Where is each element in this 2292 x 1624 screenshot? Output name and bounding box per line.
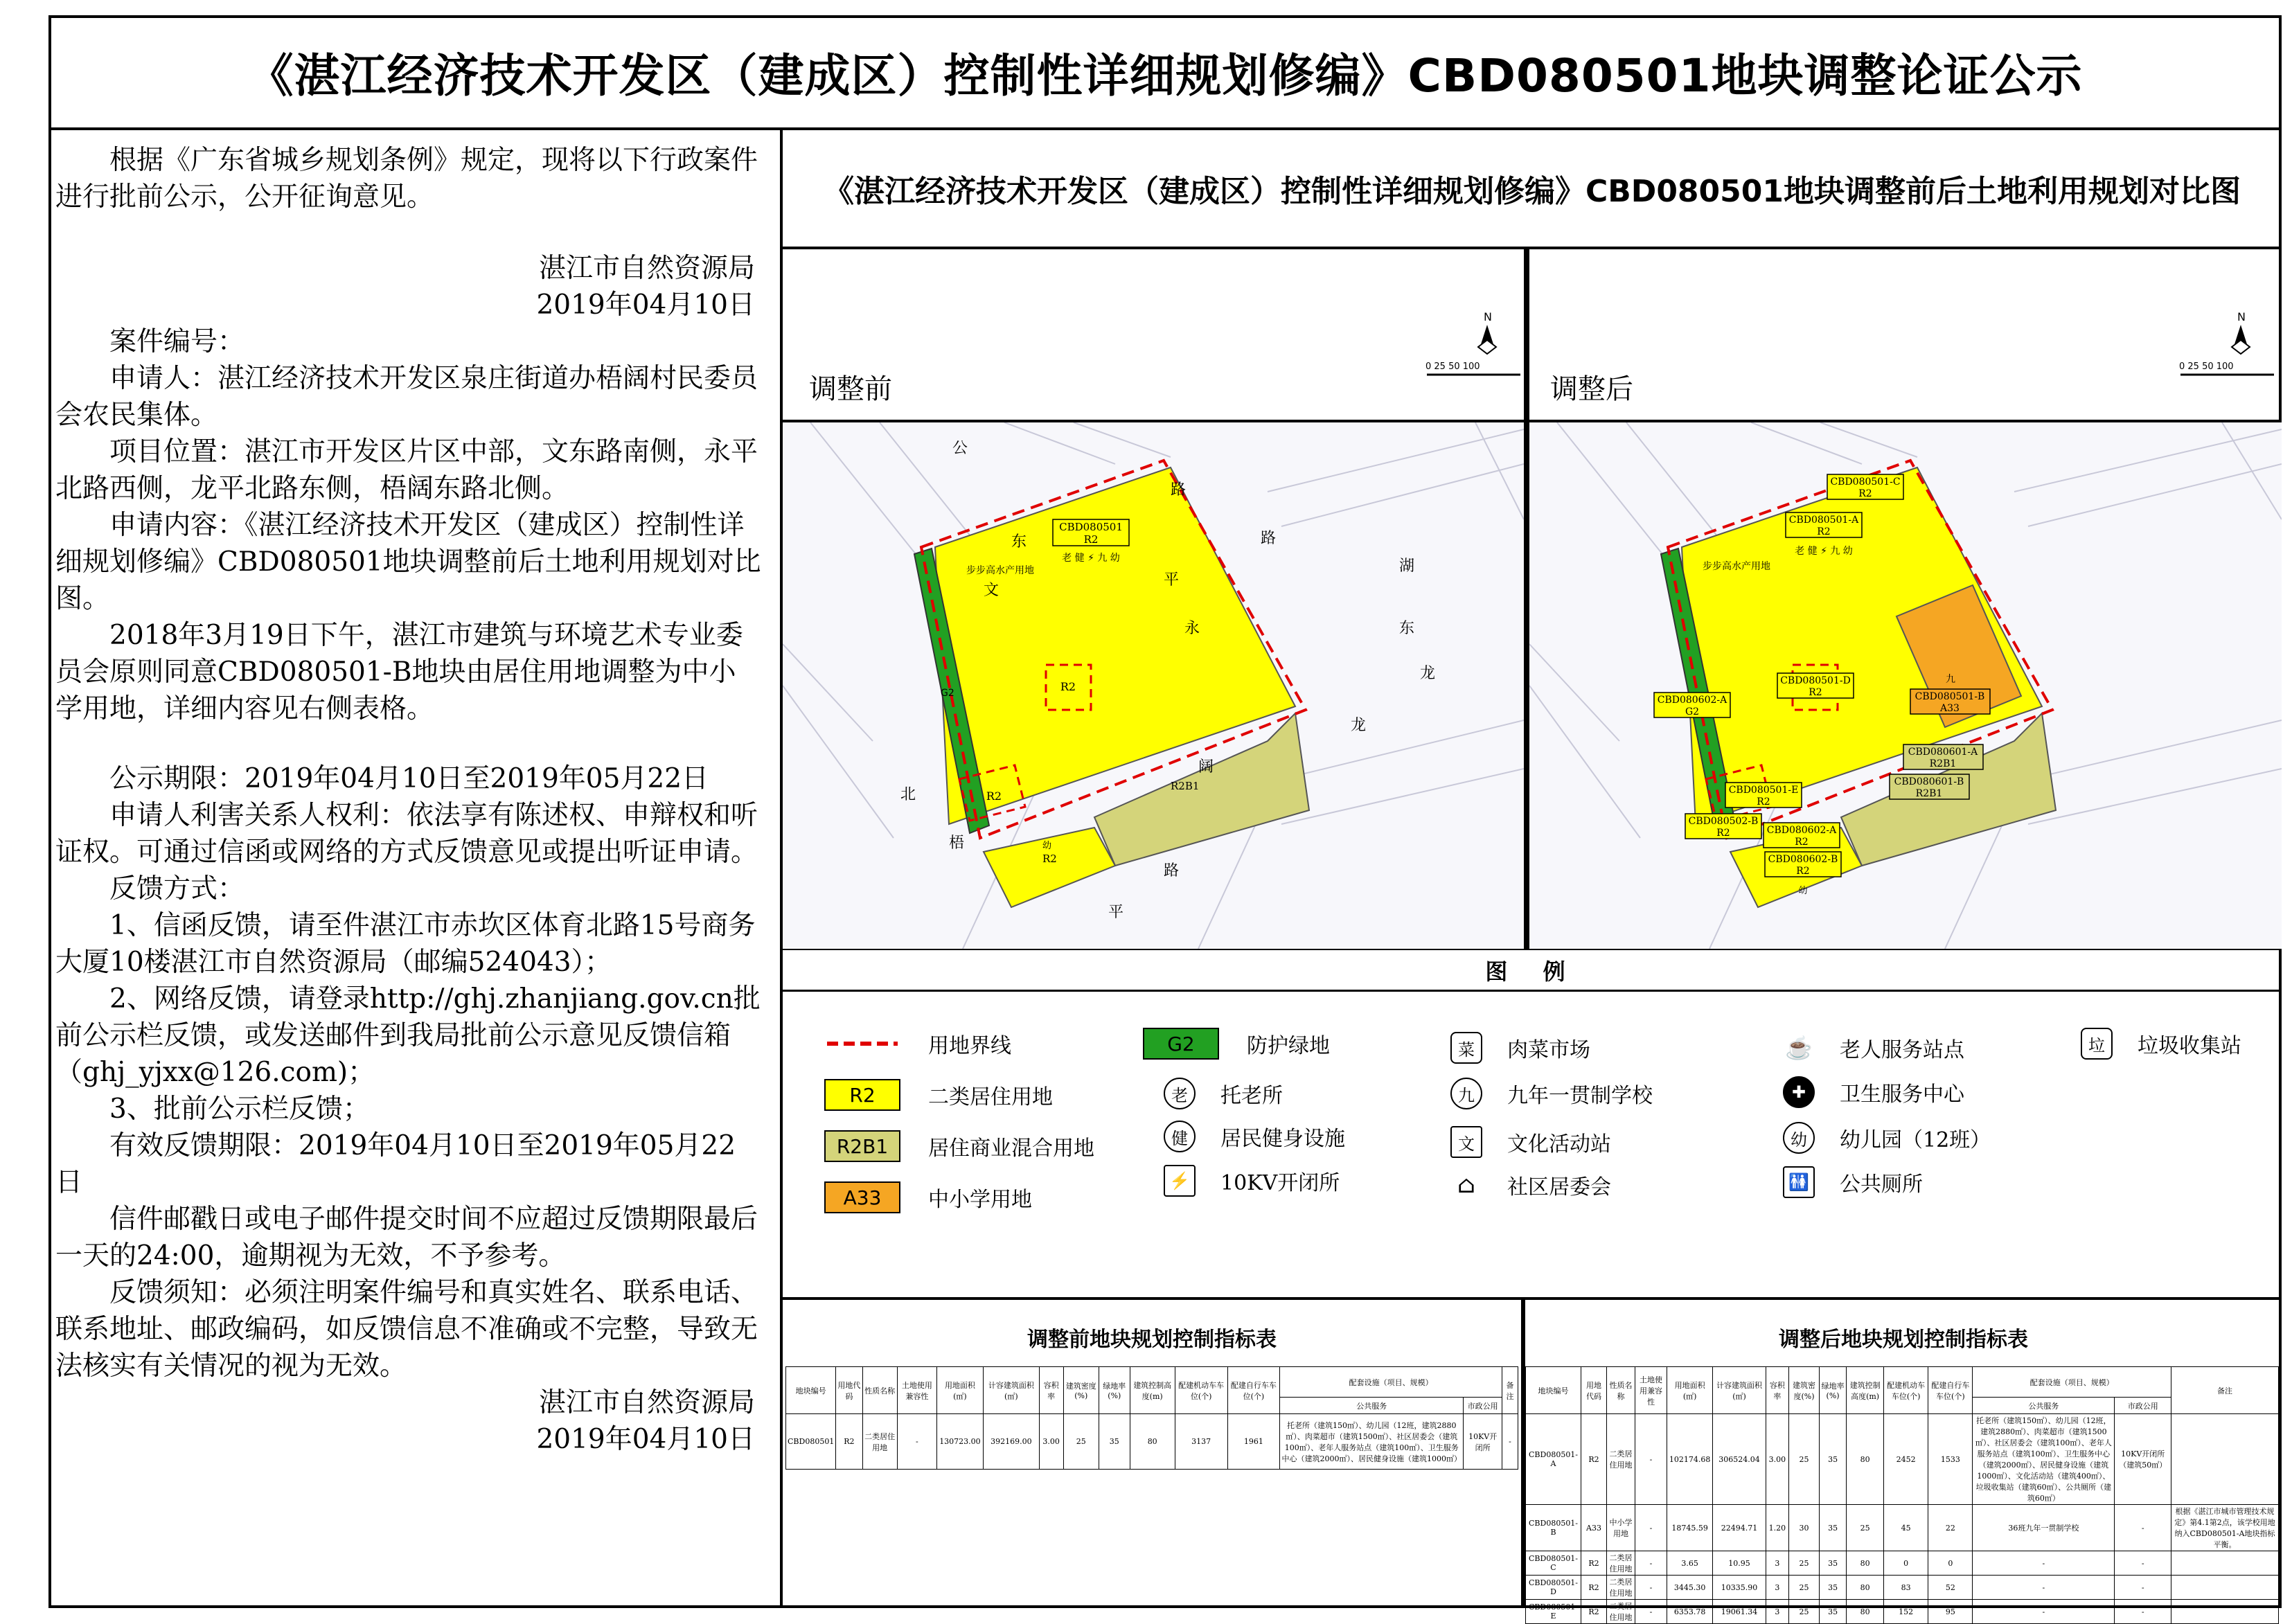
legend-item-school [1450,1078,1653,1109]
col-header: 备注 [2171,1367,2279,1414]
north-arrow-before [1420,308,1524,391]
compass-needle [2235,325,2247,344]
notice-feedback-title: 反馈方式： [109,873,245,904]
legend-item-health [1783,1076,1964,1108]
notice-valid-period: 有效反馈期限：2019年04月10日至2019年05月22日 [55,1130,736,1198]
r2-swatch: R2 [824,1079,900,1111]
table-cell: 3.00 [1039,1414,1063,1470]
col-header: 备注 [1502,1367,1518,1414]
col-header: 用地代码 [836,1367,862,1414]
legend-label: 中小学用地 [928,1188,1032,1212]
notice-date-2: 2019年04月10日 [536,1424,755,1455]
table-cell [2171,1551,2279,1576]
a33-swatch: A33 [824,1181,900,1213]
notice-background: 2018年3月19日下午，湛江市建筑与环境艺术专业委员会原则同意CBD080501-B地块由居住用地调整为中小学用地，详细内容见右侧表格。 [55,620,743,724]
after-r2b1b-code: CBD080601-B [1894,776,1964,787]
table-cell: 10KV开闭所（建筑50㎡） [2115,1414,2171,1505]
table-cell: 0 [1884,1551,1928,1576]
after-b-type: A33 [1940,703,1960,714]
north-letter: N [1484,310,1492,323]
table-header-row [1526,1367,2279,1398]
compass-rose [2232,340,2250,354]
legend-label: 老人服务站点 [1840,1038,1964,1062]
table-before-title: 调整前地块规划控制指标表 [1027,1328,1277,1352]
legend-label: 防护绿地 [1247,1034,1330,1058]
after-c-type: R2 [1858,488,1872,499]
road-label: 龙 [1420,665,1436,682]
table-cell: 35 [1820,1600,1847,1624]
north-letter: N [2237,310,2246,323]
road-label: 永 [1184,620,1200,637]
table-cell: R2 [1581,1600,1607,1624]
road-label: 湖 [1399,557,1415,575]
table-before-block [783,1300,1521,1608]
table-cell: - [1635,1600,1667,1624]
road-label: 路 [1164,862,1180,880]
table-cell: CBD080501-C [1526,1551,1581,1576]
after-e-code: CBD080501-E [1728,785,1799,796]
after-a-type: R2 [1817,526,1831,537]
table-cell: 306524.04 [1713,1414,1766,1505]
after-sb-type: R2 [1796,866,1810,877]
table-cell: 3 [1766,1576,1788,1600]
legend-label: 居住商业混合用地 [928,1136,1094,1161]
table-cell: 二类居住用地 [1607,1576,1635,1600]
table-cell: 1961 [1227,1414,1280,1470]
table-header-row [786,1367,1518,1398]
table-cell: - [1635,1505,1667,1551]
fitness-icon: 健 [1164,1121,1196,1152]
col-header: 配建自行车车位(个) [1227,1367,1280,1414]
table-row [1526,1551,2279,1576]
table-cell: 152 [1884,1600,1928,1624]
before-sub-type: R2 [1060,680,1076,693]
legend-label: 垃圾收集站 [2138,1034,2241,1058]
table-cell: CBD080501-E [1526,1600,1581,1624]
before-market-label: 步步高水产用地 [966,565,1034,576]
after-sw-code: CBD080502-B [1688,816,1759,827]
col-header: 地块编号 [786,1367,836,1414]
table-cell: 10.95 [1713,1551,1766,1576]
before-sw-type: R2 [986,789,1002,803]
legend-label: 社区居委会 [1507,1175,1611,1199]
table-cell: 80 [1847,1414,1884,1505]
table-cell: R2 [1581,1551,1607,1576]
col-header: 建筑控制高度(m) [1847,1367,1884,1414]
notice-case-no: 案件编号： [109,326,245,357]
table-cell [2171,1600,2279,1624]
after-d-code: CBD080501-D [1780,675,1851,686]
table-cell: 3445.30 [1667,1576,1712,1600]
table-after-block [1525,1300,2282,1622]
table-cell: 80 [1130,1414,1175,1470]
table-cell: 392169.00 [983,1414,1039,1470]
after-r2b1b-type: R2B1 [1915,788,1943,799]
col-header: 容积率 [1039,1367,1063,1414]
col-header: 土地使用兼容性 [1635,1367,1667,1414]
table-cell: 25 [1789,1414,1820,1505]
before-south-type: R2 [1042,853,1057,865]
table-cell: - [897,1414,936,1470]
table-cell: 45 [1884,1505,1928,1551]
table-cell: 1533 [1928,1414,1973,1505]
table-cell: A33 [1581,1505,1607,1551]
legend-item-elderly-care [1164,1078,1283,1109]
table-cell: 托老所（建筑150㎡）、幼儿园（12班，建筑2880㎡）、肉菜超市（建筑1500㎡）、社区居委会（建筑100㎡）、老年人服务站点（建筑100㎡）、卫生服务中心（建筑2000㎡）、居民健身设施（建筑1000㎡）、文化活动站（建筑400㎡）、垃圾收集站（建筑60㎡）、公共厕所（建筑60㎡） [1973,1414,2115,1505]
table-cell: 二类居住用地 [1607,1600,1635,1624]
col-header: 性质名称 [862,1367,897,1414]
table-row [1526,1576,2279,1600]
legend-label: 托老所 [1220,1084,1283,1108]
col-header: 建筑密度(%) [1063,1367,1099,1414]
teapot-icon: ☕ [1785,1035,1813,1061]
table-cell: CBD080501-D [1526,1576,1581,1600]
legend-label: 文化活动站 [1507,1132,1611,1157]
road-label: 文 [984,582,1000,599]
legend-item-a33 [824,1181,1032,1213]
table-cell: - [1635,1414,1667,1505]
table-cell: 52 [1928,1576,1973,1600]
table-cell: 托老所（建筑150㎡）、幼儿园（12班，建筑2880㎡）、肉菜超市（建筑1500㎡）、社区居委会（建筑100㎡）、老年人服务站点（建筑100㎡）、卫生服务中心（建筑2000㎡）、居民健身设施（建筑1000㎡） [1280,1414,1464,1470]
col-header: 绿地率(%) [1099,1367,1130,1414]
table-cell: 二类居住用地 [1607,1414,1635,1505]
table-cell: CBD080501-B [1526,1505,1581,1551]
table-cell: 30 [1789,1505,1820,1551]
table-row [1526,1414,2279,1505]
table-cell: 35 [1820,1576,1847,1600]
road-label: 平 [1108,904,1124,921]
table-cell: 80 [1847,1551,1884,1576]
before-facility-icons: 老 健 ⚡ 九 幼 [1062,553,1120,564]
road-label: 平 [1164,571,1180,589]
table-cell: - [1635,1551,1667,1576]
table-cell: 3137 [1175,1414,1227,1470]
legend-label: 10KV开闭所 [1220,1171,1340,1195]
legend-label: 肉菜市场 [1507,1038,1590,1062]
notice-intro: 根据《广东省城乡规划条例》规定，现将以下行政案件进行批前公示，公开征询意见。 [55,145,758,213]
col-header: 用地面积(㎡) [1667,1367,1712,1414]
legend-item-g2 [1143,1028,1330,1060]
r2b1-swatch: R2B1 [824,1130,900,1162]
legend-label: 居民健身设施 [1220,1127,1345,1151]
col-header: 公共服务 [1973,1398,2115,1414]
table-cell: 18745.59 [1667,1505,1712,1551]
table-cell: 35 [1099,1414,1130,1470]
culture-icon: 文 [1450,1126,1482,1158]
after-sb-code: CBD080602-B [1768,854,1838,865]
road-label: 龙 [1351,717,1367,734]
table-cell: R2 [836,1414,862,1470]
table-after-title: 调整后地块规划控制指标表 [1779,1328,2028,1352]
table-row [1526,1505,2279,1551]
table-cell: - [1635,1576,1667,1600]
after-market-label: 步步高水产用地 [1703,561,1770,572]
medical-cross-icon: ✚ [1783,1076,1815,1108]
legend-item-kindergarten [1783,1122,1991,1154]
table-row [1526,1600,2279,1624]
col-group-header: 配套设施（项目、规模） [1280,1367,1502,1398]
table-cell: 3.00 [1766,1414,1788,1505]
scale-text: 0 25 50 100 [2179,362,2234,372]
table-cell: 二类居住用地 [862,1414,897,1470]
col-header: 地块编号 [1526,1367,1581,1414]
notice-feedback-1: 1、信函反馈，请至件湛江市赤坎区体育北路15号商务大厦10楼湛江市自然资源局（邮编524043）； [55,910,756,978]
notice-rights: 申请人利害关系人权利：依法享有陈述权、申辩权和听证权。可通过信函或网络的方式反馈意见或提出听证申请。 [55,800,758,868]
table-cell: CBD080501-A [1526,1414,1581,1505]
notice-location: 项目位置：湛江市开发区片区中部，文东路南侧，永平北路西侧，龙平北路东侧，梧阔东路北侧。 [55,436,758,504]
compass-rose [1478,340,1496,354]
notice-postmark: 信件邮戳日或电子邮件提交时间不应超过反馈期限最后一天的24:00，逾期视为无效，不予参考。 [55,1204,758,1271]
legend-label: 幼儿园（12班） [1840,1128,1991,1152]
notice-feedback-2: 2、网络反馈，请登录http://ghj.zhanjiang.gov.cn批前公示栏反馈，或发送邮件到我局批前公示意见反馈信箱（ghj_yjxx@126.com)； [55,983,761,1088]
col-header: 市政公用 [1464,1398,1502,1414]
road-label: 东 [1399,620,1415,637]
before-kg: 幼 [1042,841,1052,851]
legend-item-market [1450,1032,1590,1064]
col-header: 配建机动车车位(个) [1175,1367,1227,1414]
table-cell: R2 [1581,1414,1607,1505]
before-r2b1: R2B1 [1171,780,1200,792]
col-header: 计容建筑面积(㎡) [983,1367,1039,1414]
after-sw-type: R2 [1716,828,1730,839]
notice-text [55,142,762,1458]
table-cell: 36班九年一贯制学校 [1973,1505,2115,1551]
kindergarten-icon: 幼 [1783,1122,1815,1154]
after-r2b1-type: R2B1 [1929,758,1957,769]
table-cell: 80 [1847,1600,1884,1624]
table-cell: 二类居住用地 [1607,1551,1635,1576]
table-cell: 80 [1847,1576,1884,1600]
road-label: 北 [900,786,916,803]
legend-item-r2 [824,1079,1053,1111]
scale-text: 0 25 50 100 [1425,362,1480,372]
table-cell: R2 [1581,1576,1607,1600]
road-label: 公 [952,440,968,457]
after-d-type: R2 [1809,687,1822,698]
legend-item-garbage [2081,1028,2241,1060]
road-label: 阔 [1198,758,1214,776]
notice-applicant: 申请人：湛江经济技术开发区泉庄街道办梧阔村民委员会农民集体。 [55,363,758,431]
table-cell: 35 [1820,1505,1847,1551]
table-after [1525,1366,2279,1624]
legend-item-fitness [1164,1121,1345,1152]
col-header: 容积率 [1766,1367,1788,1414]
table-cell: 6353.78 [1667,1600,1712,1624]
map-panel-after [1529,249,2282,950]
legend-label: 卫生服务中心 [1840,1082,1964,1107]
table-cell: 22 [1928,1505,1973,1551]
col-group-header: 配套设施（项目、规模） [1973,1367,2171,1398]
garbage-icon: 垃 [2081,1028,2113,1060]
market-icon: 菜 [1450,1032,1482,1064]
after-c-code: CBD080501-C [1830,476,1901,488]
notice-feedback-3: 3、批前公示栏反馈； [109,1094,370,1125]
table-cell: 35 [1820,1551,1847,1576]
road-label: 梧 [949,835,965,852]
road-label: 路 [1261,530,1277,547]
col-header: 配建自行车车位(个) [1928,1367,1973,1414]
notice-period: 公示期限：2019年04月10日至2019年05月22日 [109,763,709,794]
table-cell: - [1973,1551,2115,1576]
legend-item-boundary [824,1028,1011,1060]
after-kg: 幼 [1798,886,1808,896]
before-label: 调整前 [809,373,892,405]
after-sa-code: CBD080602-A [1766,825,1837,836]
lightning-icon: ⚡ [1164,1165,1196,1197]
school-icon: 九 [1450,1078,1482,1109]
table-cell: 22494.71 [1713,1505,1766,1551]
table-cell: - [1973,1600,2115,1624]
table-cell: 130723.00 [936,1414,983,1470]
legend-item-community [1450,1169,1611,1201]
after-b-symbol: 九 [1946,674,1955,685]
land-use-map-before [783,422,1524,949]
table-cell: 35 [1820,1414,1847,1505]
table-before [785,1366,1518,1470]
north-arrow-after [2174,308,2277,391]
table-cell: 19061.34 [1713,1600,1766,1624]
toilet-icon: 🚻 [1783,1166,1815,1198]
legend-item-elderly-station [1783,1032,1964,1064]
after-g-code: CBD080602-A [1657,695,1727,706]
col-header: 建筑密度(%) [1789,1367,1820,1414]
table-cell: 中小学用地 [1607,1505,1635,1551]
after-g-type: G2 [1685,706,1700,717]
road-label: 东 [1011,533,1027,551]
map-panel-before [783,249,1529,950]
table-cell: CBD080501 [786,1414,836,1470]
notice-must: 反馈须知：必须注明案件编号和真实姓名、联系电话、联系地址、邮政编码，如反馈信息不准确或不完整，导致无法核实有关情况的视为无效。 [55,1277,758,1382]
land-use-map-after [1529,422,2282,949]
table-cell: 2452 [1884,1414,1928,1505]
house-icon: ⌂ [1457,1171,1475,1199]
col-header: 配建机动车车位(个) [1884,1367,1928,1414]
table-cell: - [2115,1600,2171,1624]
table-cell: 根据《湛江市城市管理技术规定》第4.1第2点，该学校用地纳入CBD080501-A地块指标平衡。 [2171,1505,2279,1551]
table-cell: 25 [1063,1414,1099,1470]
after-e-type: R2 [1757,796,1770,807]
table-cell: 95 [1928,1600,1973,1624]
after-a-code: CBD080501-A [1788,515,1859,526]
col-header: 用地代码 [1581,1367,1607,1414]
map-title: 《湛江经济技术开发区（建成区）控制性详细规划修编》CBD080501地块调整前后土地利用规划对比图 [783,130,2282,249]
table-cell [2171,1576,2279,1600]
col-header: 建筑控制高度(m) [1130,1367,1175,1414]
table-cell: 10335.90 [1713,1576,1766,1600]
col-header: 计容建筑面积(㎡) [1713,1367,1766,1414]
col-header: 市政公用 [2115,1398,2171,1414]
col-header: 性质名称 [1607,1367,1635,1414]
road-label: 路 [1171,481,1187,499]
g2-swatch: G2 [1143,1028,1219,1060]
legend-label: 九年一贯制学校 [1507,1084,1653,1108]
legend-title: 图 例 [783,950,2282,992]
table-cell: 1.20 [1766,1505,1788,1551]
table-cell: - [1502,1414,1518,1470]
table-row [786,1414,1518,1470]
col-header: 土地使用兼容性 [897,1367,936,1414]
notice-issuer: 湛江市自然资源局 [538,253,755,284]
after-facility-icons: 老 健 ⚡ 九 幼 [1795,546,1853,557]
compass-needle [1481,325,1493,344]
table-cell: 25 [1847,1505,1884,1551]
boundary-line-icon [824,1028,900,1060]
after-r2b1-code: CBD080601-A [1908,747,1978,758]
before-main-type: R2 [1083,533,1099,546]
table-cell: 3.65 [1667,1551,1712,1576]
table-cell: - [1973,1576,2115,1600]
table-cell: 3 [1766,1600,1788,1624]
table-cell: 10KV开闭所 [1464,1414,1502,1470]
legend-item-toilet [1783,1166,1923,1198]
table-cell: 3 [1766,1551,1788,1576]
table-cell: - [2115,1505,2171,1551]
col-header: 绿地率(%) [1820,1367,1847,1414]
table-cell [2171,1414,2279,1505]
table-cell: 83 [1884,1576,1928,1600]
before-main-code: CBD080501 [1059,521,1123,533]
after-sa-type: R2 [1795,837,1809,848]
col-header: 用地面积(㎡) [936,1367,983,1414]
legend-item-r2b1 [824,1130,1094,1162]
legend [783,950,2282,1300]
table-cell: 102174.68 [1667,1414,1712,1505]
before-g2: G2 [941,688,954,699]
col-header: 公共服务 [1280,1398,1464,1414]
legend-item-switchroom [1164,1165,1340,1197]
legend-item-culture [1450,1126,1611,1158]
legend-label: 用地界线 [928,1034,1011,1058]
after-label: 调整后 [1550,373,1633,405]
table-cell: - [2115,1551,2171,1576]
after-b-code: CBD080501-B [1915,691,1985,702]
table-cell: - [2115,1576,2171,1600]
table-cell: 25 [1789,1551,1820,1576]
legend-label: 公共厕所 [1840,1172,1923,1197]
table-cell: 25 [1789,1600,1820,1624]
notice-issuer-2: 湛江市自然资源局 [538,1387,755,1418]
notice-date: 2019年04月10日 [536,289,755,321]
notice-content: 申请内容：《湛江经济技术开发区（建成区）控制性详细规划修编》CBD080501地块调整前后土地利用规划对比图。 [55,510,761,614]
table-cell: 25 [1789,1576,1820,1600]
page-title: 《湛江经济技术开发区（建成区）控制性详细规划修编》CBD080501地块调整论证公示 [48,15,2282,130]
legend-label: 二类居住用地 [928,1085,1053,1109]
elderly-care-icon: 老 [1164,1078,1196,1109]
table-cell: 0 [1928,1551,1973,1576]
